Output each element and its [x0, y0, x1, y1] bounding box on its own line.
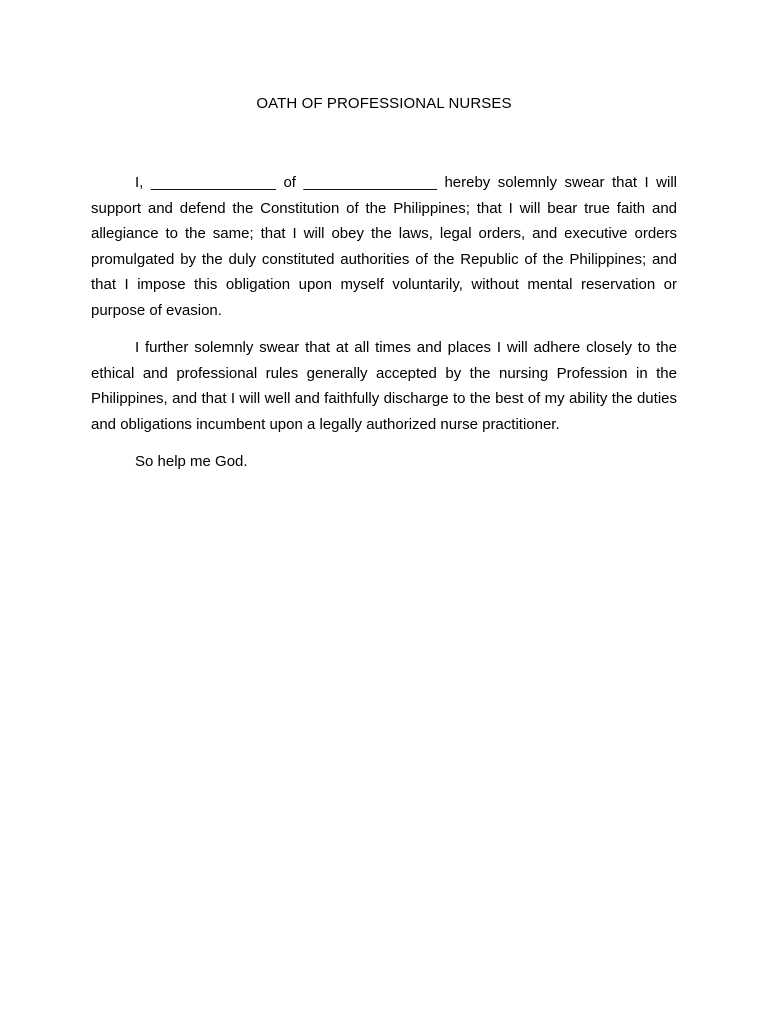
document-title: OATH OF PROFESSIONAL NURSES [256, 95, 512, 112]
oath-paragraph-1: I, _______________ of ________________ hereby solemnly swear that I will support and defend the Constitution of the Philippines; that I will bear true faith and allegiance to the same; that I will obey the laws, legal orders, and executive orders promulgated by the duly constituted authorities of the Republic of the Philippines; and that I impose this obligation upon myself voluntarily, without mental reservation or purpose of evasion. [91, 174, 677, 319]
document-body [91, 170, 677, 475]
closing-line: So help me God. [135, 453, 248, 470]
oath-paragraph-2: I further solemnly swear that at all times and places I will adhere closely to the ethical and professional rules generally accepted by the nursing Profession in the Philippines, and that I will well and faithfully discharge to the best of my ability the duties and obligations incumbent upon a legally authorized nurse practitioner. [91, 339, 677, 433]
